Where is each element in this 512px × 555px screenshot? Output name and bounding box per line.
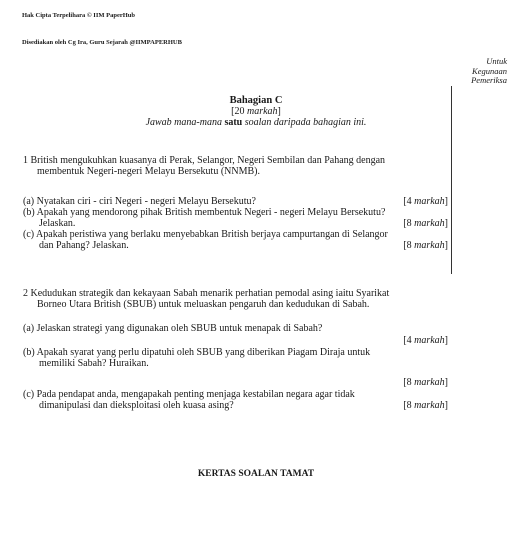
q2-part-b-line-2: memiliki Sabah? Huraikan. xyxy=(39,358,149,369)
q2-part-c-marks: [8 markah] xyxy=(403,400,448,411)
q1-part-c-line-1: (c) Apakah peristiwa yang berlaku menyebabkan British berjaya campurtangan di Selangor xyxy=(23,229,388,240)
q1-part-c-line-2: dan Pahang? Jelaskan. xyxy=(39,240,129,251)
q2-part-b-line-1: (b) Apakah syarat yang perlu dipatuhi oleh SBUB yang diberikan Piagam Diraja untuk xyxy=(23,347,371,358)
examiner-note-line-3: Pemeriksa xyxy=(471,75,507,85)
q1-stem-line-2: membentuk Negeri-negeri Melayu Bersekutu (NNMB). xyxy=(37,166,260,177)
prepared-by-line: Disediakan oleh Cg Ira, Guru Sejarah @IIMPAPERHUB xyxy=(22,39,182,46)
q2-part-c-line-2: dimanipulasi dan dieksploitasi oleh kuasa asing? xyxy=(39,400,234,411)
q2-stem-line-2: Borneo Utara British (SBUB) untuk meluaskan pengaruh dan kedudukan di Sabah. xyxy=(37,299,370,310)
q1-part-b-line-2: Jelaskan. xyxy=(39,218,76,229)
q1-part-b-line-1: (b) Apakah yang mendorong pihak British membentuk Negeri - negeri Melayu Bersekutu? xyxy=(23,207,386,218)
section-instruction: Jawab mana-mana satu soalan daripada bahagian ini. xyxy=(145,117,367,128)
examiner-use-note xyxy=(445,57,507,86)
examiner-note-line-2: Kegunaan xyxy=(472,65,507,76)
q2-part-a: (a) Jelaskan strategi yang digunakan oleh SBUB untuk menapak di Sabah? xyxy=(23,323,323,334)
q1-stem-line-1: 1 British mengukuhkan kuasanya di Perak, Selangor, Negeri Sembilan dan Pahang dengan xyxy=(23,155,386,166)
q2-stem-line-1: 2 Kedudukan strategik dan kekayaan Sabah menarik perhatian pemodal asing iaitu Syarikat xyxy=(23,288,390,299)
copyright-line: Hak Cipta Terpelihara © IIM PaperHub xyxy=(22,12,136,19)
q1-part-a-marks: [4 markah] xyxy=(403,196,448,207)
section-title: Bahagian C xyxy=(229,95,283,106)
paper-end-notice: KERTAS SOALAN TAMAT xyxy=(197,469,315,479)
q1-part-b-marks: [8 markah] xyxy=(403,218,448,229)
q2-part-c-line-1: (c) Pada pendapat anda, mengapakah penting menjaga kestabilan negara agar tidak xyxy=(23,389,355,400)
q1-part-c-marks: [8 markah] xyxy=(403,240,448,251)
examiner-note-line-1: Untuk xyxy=(486,56,507,66)
q1-part-a: (a) Nyatakan ciri - ciri Negeri - negeri Melayu Bersekutu? xyxy=(23,196,256,207)
section-marks: [20 markah] xyxy=(231,106,281,117)
q2-part-a-marks: [4 markah] xyxy=(403,335,448,346)
q2-part-b-marks: [8 markah] xyxy=(403,377,448,388)
